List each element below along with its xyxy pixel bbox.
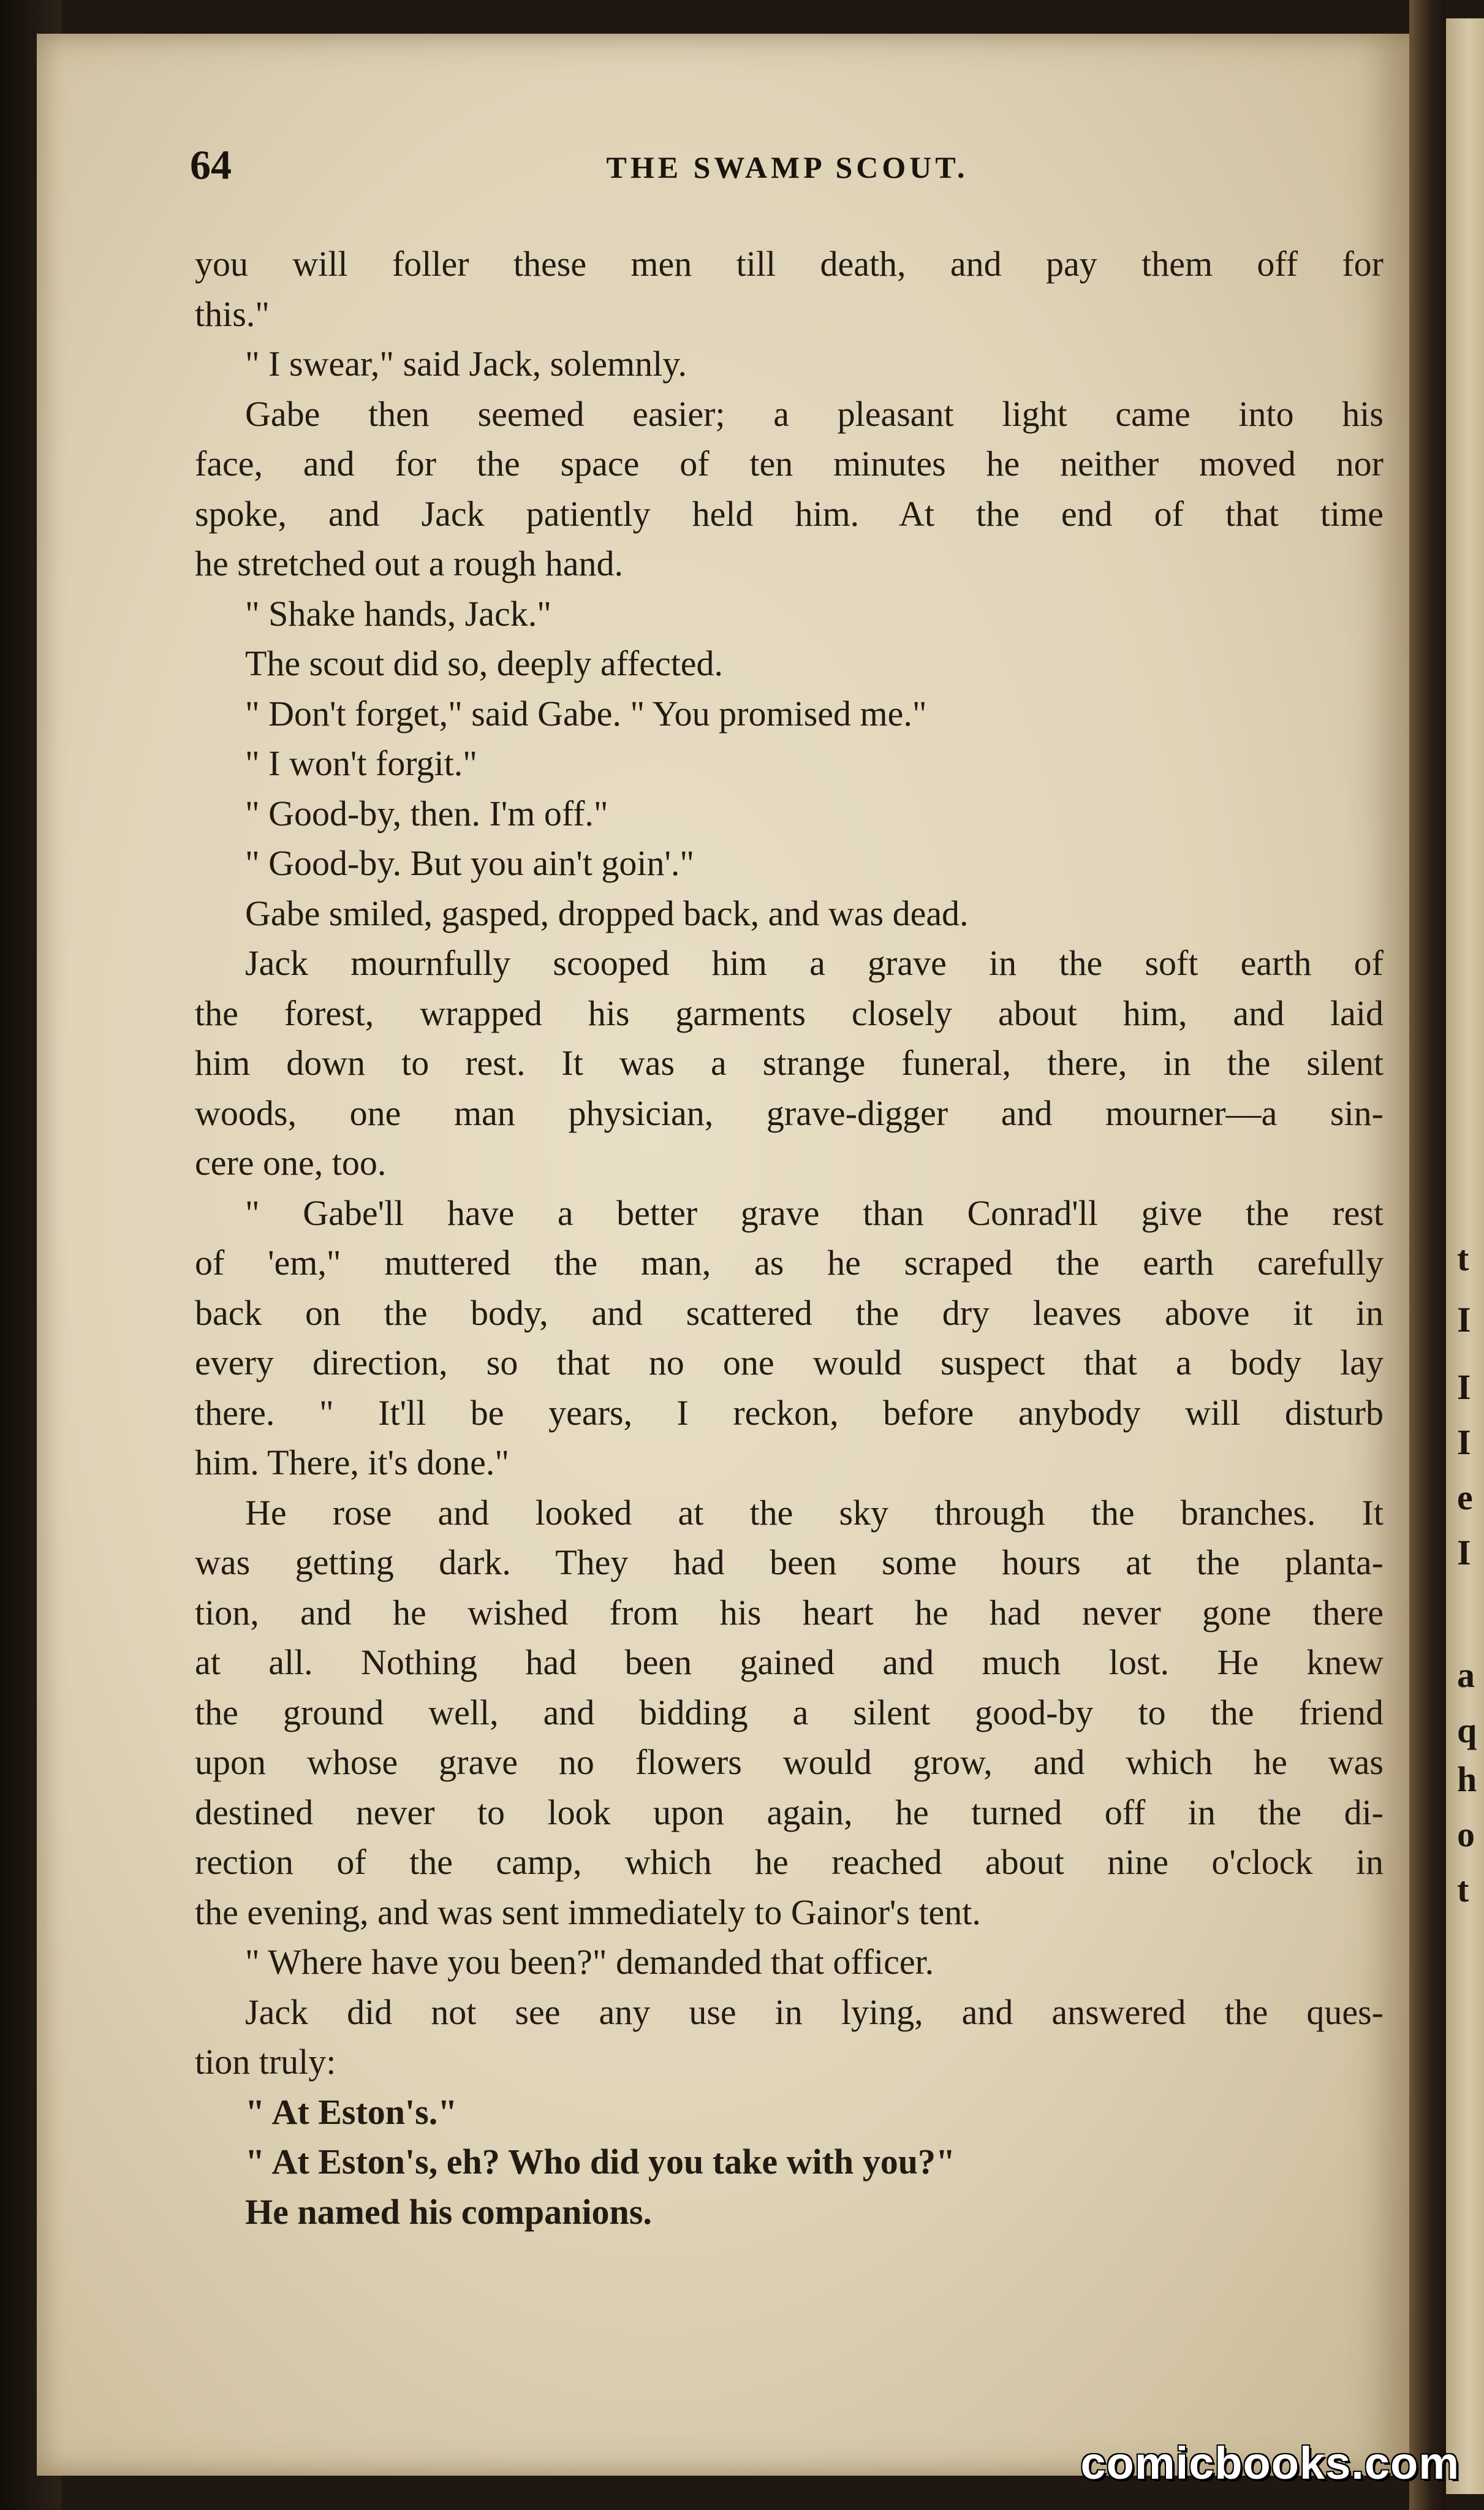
text-line: tion, and he wished from his heart he had never gone there: [195, 1592, 1384, 1632]
text-line: every direction, so that no one would suspect that a body lay: [195, 1343, 1384, 1382]
next-page-letter: I: [1457, 1300, 1471, 1340]
next-page-letter: t: [1457, 1870, 1469, 1909]
watermark-logo: comicbooks.com: [1080, 2438, 1459, 2489]
next-page-letter: I: [1457, 1367, 1471, 1407]
text-line: the forest, wrapped his garments closely about him, and laid: [195, 993, 1384, 1033]
next-page-letter: t: [1457, 1238, 1469, 1278]
text-line: upon whose grave no flowers would grow, and which he was: [195, 1742, 1384, 1782]
text-line: " Where have you been?" demanded that officer.: [245, 1942, 934, 1982]
text-line: there. " It'll be years, I reckon, before anybody will disturb: [195, 1392, 1384, 1433]
page-gutter: [1409, 0, 1446, 2510]
text-line: was getting dark. They had been some hours at the planta-: [195, 1542, 1384, 1582]
text-line: " Good-by, then. I'm off.": [245, 793, 608, 833]
text-line: this.": [195, 294, 270, 334]
book-title: THE SWAMP SCOUT.: [606, 150, 969, 184]
text-line: " I won't forgit.": [245, 743, 477, 783]
text-line: " Don't forget," said Gabe. " You promised me.": [245, 693, 927, 734]
text-line: back on the body, and scattered the dry leaves above it in: [195, 1292, 1384, 1333]
text-line: the evening, and was sent immediately to Gainor's tent.: [195, 1892, 981, 1932]
next-page-letter: I: [1457, 1422, 1471, 1462]
text-line: " I swear," said Jack, solemnly.: [245, 344, 687, 384]
text-line: Jack mournfully scooped him a grave in the soft earth of: [245, 943, 1384, 983]
text-line: him down to rest. It was a strange funeral, there, in the silent: [195, 1043, 1384, 1083]
text-line: of 'em," muttered the man, as he scraped the earth carefully: [195, 1243, 1384, 1283]
text-line: " Good-by. But you ain't goin'.": [245, 843, 695, 883]
text-line: destined never to look upon again, he turned off in the di-: [195, 1792, 1384, 1832]
text-line: the ground well, and bidding a silent good-by to the friend: [195, 1692, 1384, 1732]
next-page-letter: q: [1457, 1710, 1477, 1750]
text-line: cere one, too.: [195, 1143, 387, 1183]
text-line: The scout did so, deeply affected.: [245, 643, 724, 683]
running-head: [190, 141, 1385, 196]
text-line: he stretched out a rough hand.: [195, 544, 624, 583]
text-line: at all. Nothing had been gained and much lost. He knew: [195, 1642, 1384, 1682]
next-page-letter: o: [1457, 1814, 1475, 1854]
next-page-letter: h: [1457, 1759, 1477, 1799]
next-page-letter: I: [1457, 1533, 1471, 1572]
text-line: rection of the camp, which he reached about nine o'clock in: [195, 1842, 1384, 1882]
text-line: He rose and looked at the sky through the branches. It: [245, 1492, 1384, 1533]
body-text: [195, 239, 1384, 2237]
text-line: Jack did not see any use in lying, and answered the ques-: [245, 1992, 1384, 2032]
next-page-edge: [1446, 18, 1484, 2494]
text-line: tion truly:: [195, 2042, 336, 2082]
text-line: you will foller these men till death, and pay them off for: [195, 244, 1384, 284]
text-line: face, and for the space of ten minutes he neither moved nor: [195, 444, 1384, 483]
text-line: Gabe smiled, gasped, dropped back, and was dead.: [245, 893, 969, 933]
text-line: spoke, and Jack patiently held him. At the end of that time: [195, 493, 1384, 534]
next-page-letter: e: [1457, 1477, 1473, 1517]
next-page-letter: a: [1457, 1655, 1475, 1695]
text-line: " At Eston's, eh? Who did you take with you?": [245, 2142, 956, 2182]
text-line: " Shake hands, Jack.": [245, 593, 551, 634]
text-line: " At Eston's.": [245, 2091, 458, 2132]
page-number: 64: [190, 142, 232, 188]
text-line: Gabe then seemed easier; a pleasant light came into his: [245, 393, 1384, 434]
text-line: " Gabe'll have a better grave than Conrad'll give the rest: [245, 1192, 1384, 1233]
text-line: woods, one man physician, grave-digger and mourner—a sin-: [195, 1093, 1384, 1133]
text-line: him. There, it's done.": [195, 1443, 510, 1482]
text-line: He named his companions.: [245, 2191, 652, 2232]
